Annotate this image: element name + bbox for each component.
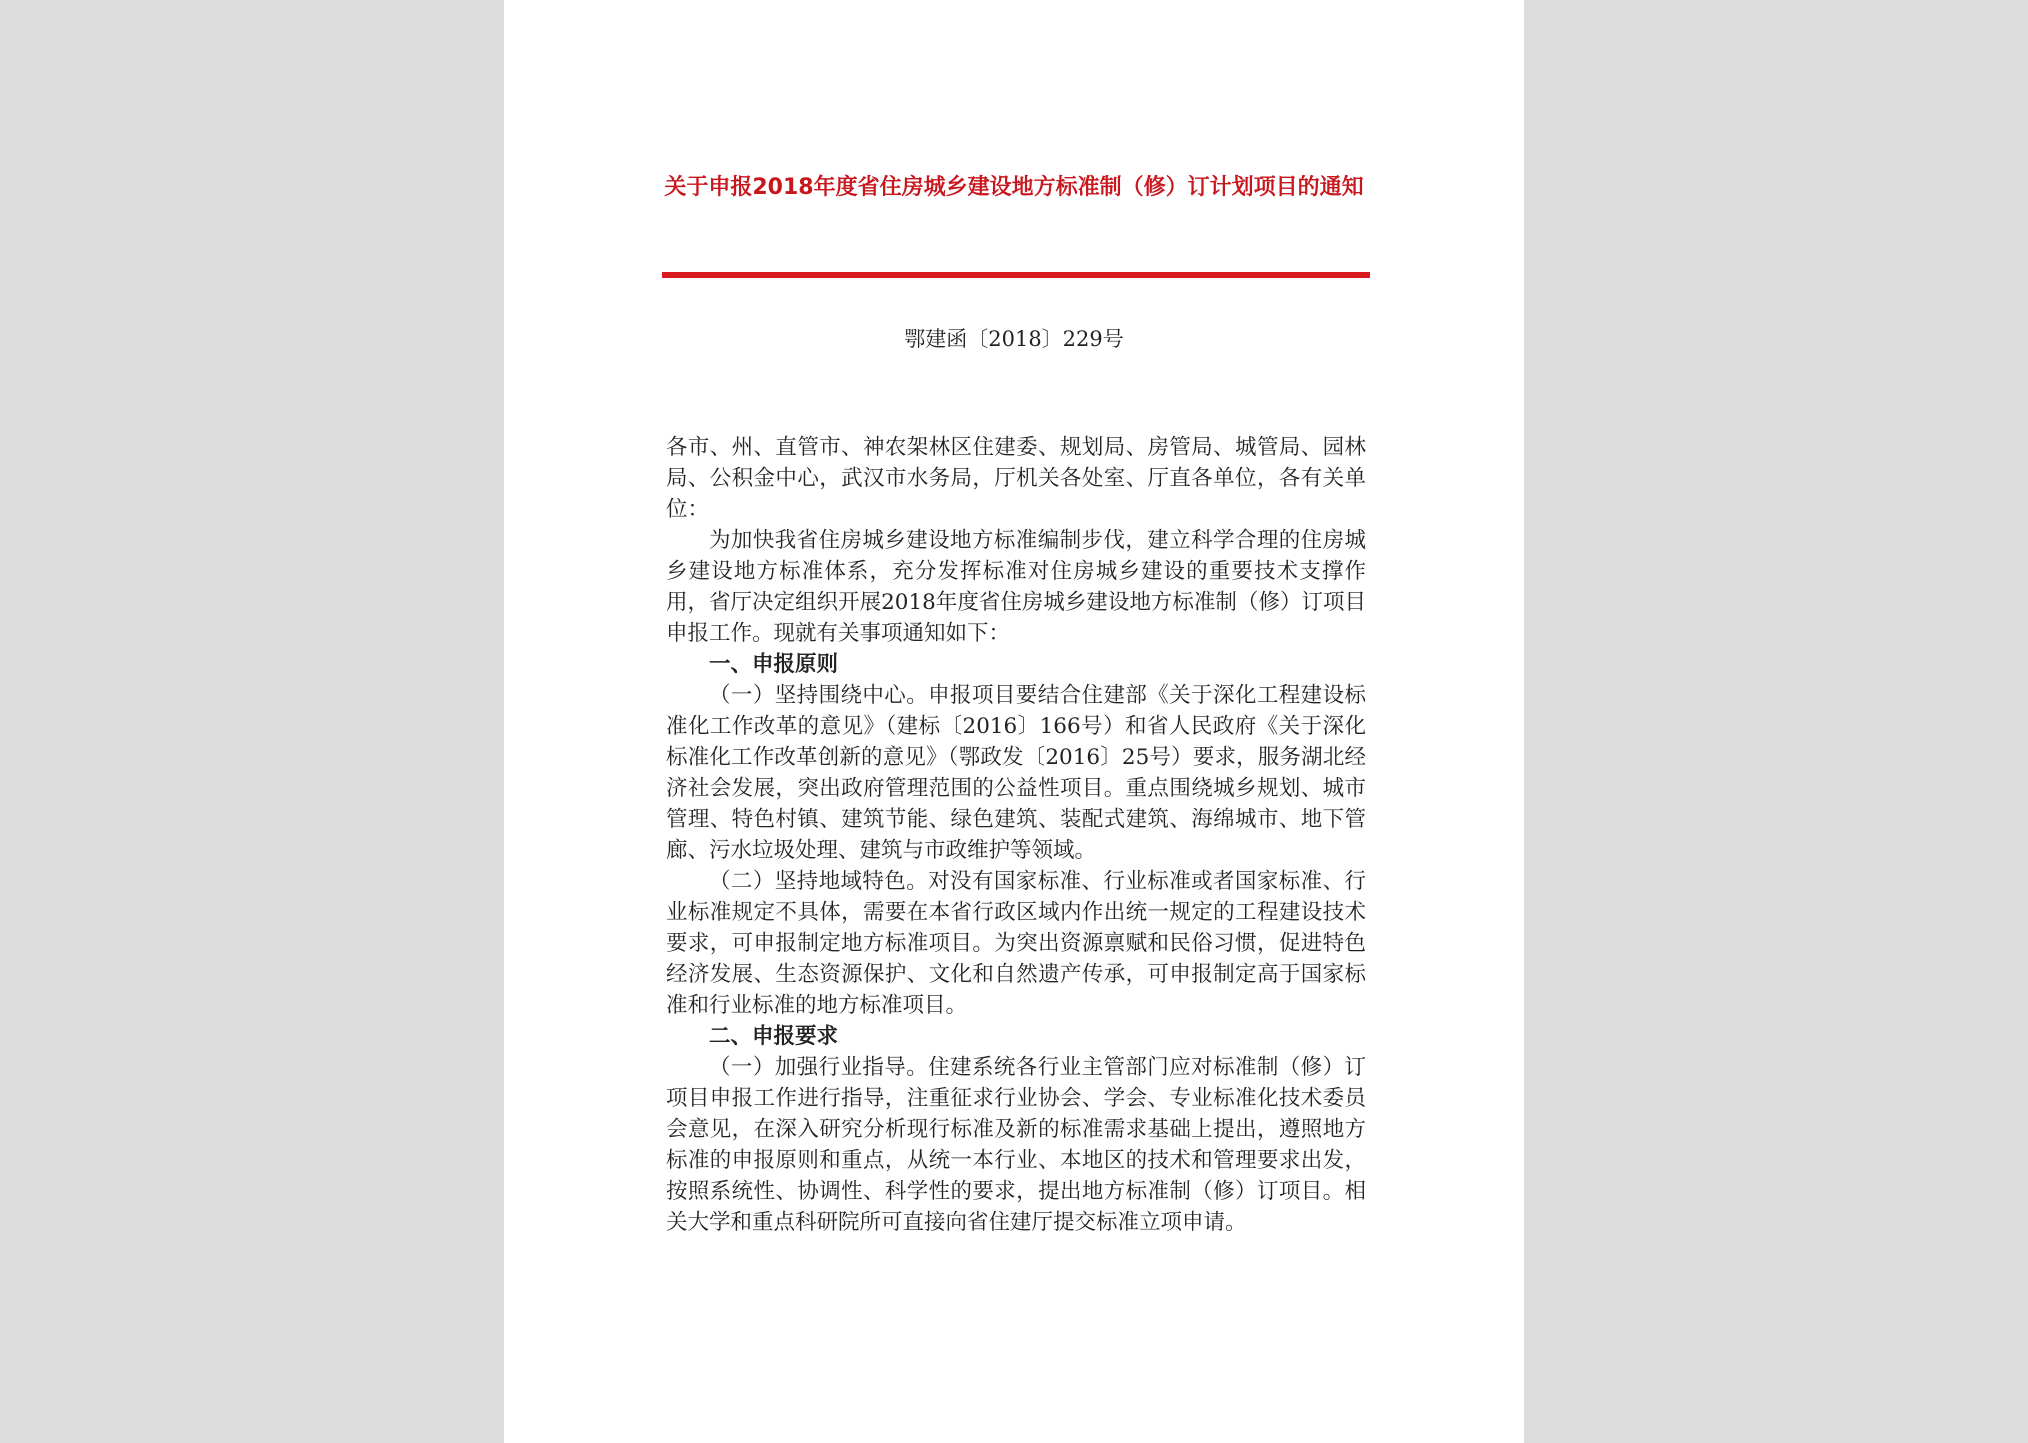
salutation: 各市、州、直管市、神农架林区住建委、规划局、房管局、城管局、园林局、公积金中心，武汉市水务局，厅机关各处室、厅直各单位，各有关单位： <box>666 435 1366 522</box>
intro-paragraph: 为加快我省住房城乡建设地方标准编制步伐，建立科学合理的住房城乡建设地方标准体系，充分发挥标准对住房城乡建设的重要技术支撑作用，省厅决定组织开展2018年度省住房城乡建设地方标准制（修）订项目申报工作。现就有关事项通知如下： <box>666 528 1366 646</box>
principle-item-2: （二）坚持地域特色。对没有国家标准、行业标准或者国家标准、行业标准规定不具体，需要在本省行政区域内作出统一规定的工程建设技术要求，可申报制定地方标准项目。为突出资源禀赋和民俗习惯，促进特色经济发展、生态资源保护、文化和自然遗产传承，可申报制定高于国家标准和行业标准的地方标准项目。 <box>666 869 1366 1018</box>
principle-item-1: （一）坚持围绕中心。申报项目要结合住建部《关于深化工程建设标准化工作改革的意见》（建标〔2016〕166号）和省人民政府《关于深化标准化工作改革创新的意见》（鄂政发〔2016〕25号）要求，服务湖北经济社会发展，突出政府管理范围的公益性项目。重点围绕城乡规划、城市管理、特色村镇、建筑节能、绿色建筑、装配式建筑、海绵城市、地下管廊、污水垃圾处理、建筑与市政维护等领域。 <box>666 683 1366 863</box>
section-heading-requirements: 二、申报要求 <box>709 1024 839 1049</box>
document-body <box>666 432 1366 1238</box>
document-number: 鄂建函〔2018〕229号 <box>904 327 1124 351</box>
section-heading-principles: 一、申报原则 <box>709 652 839 677</box>
document-title: 关于申报2018年度省住房城乡建设地方标准制（修）订计划项目的通知 <box>664 175 1364 200</box>
document-page <box>504 0 1524 1443</box>
red-header-rule <box>662 272 1370 278</box>
requirement-item-1: （一）加强行业指导。住建系统各行业主管部门应对标准制（修）订项目申报工作进行指导，注重征求行业协会、学会、专业标准化技术委员会意见，在深入研究分析现行标准及新的标准需求基础上提出，遵照地方标准的申报原则和重点，从统一本行业、本地区的技术和管理要求出发，按照系统性、协调性、科学性的要求，提出地方标准制（修）订项目。相关大学和重点科研院所可直接向省住建厅提交标准立项申请。 <box>666 1055 1366 1235</box>
